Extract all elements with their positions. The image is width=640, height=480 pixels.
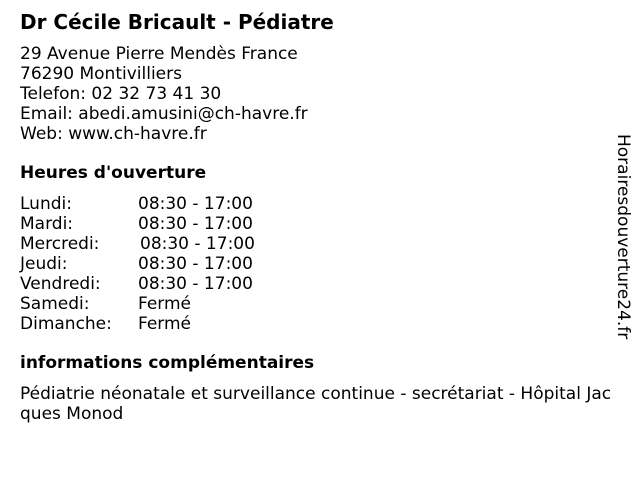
time-value: 08:30 - 17:00 xyxy=(140,234,255,254)
info-text: Pédiatrie néonatale et surveillance continue - secrétariat - Hôpital Jacques Monod xyxy=(20,384,612,424)
day-label: Mardi: xyxy=(20,214,74,234)
hours-row-tuesday xyxy=(20,214,320,234)
contact-block xyxy=(20,44,308,144)
hours-row-wednesday xyxy=(20,234,320,254)
web-text: Web: www.ch-havre.fr xyxy=(20,124,207,144)
hours-row-saturday xyxy=(20,294,320,314)
email-text: Email: abedi.amusini@ch-havre.fr xyxy=(20,104,308,124)
hours-row-sunday xyxy=(20,314,320,334)
day-label: Mercredi: xyxy=(20,234,100,254)
info-heading: informations complémentaires xyxy=(20,353,315,373)
time-value: 08:30 - 17:00 xyxy=(138,254,253,274)
site-name-vertical: Horairesdouverture24.fr xyxy=(613,134,633,340)
time-value: Fermé xyxy=(138,314,192,334)
phone-text: Telefon: 02 32 73 41 30 xyxy=(20,84,222,104)
hours-table xyxy=(20,194,320,334)
page-title: Dr Cécile Bricault - Pédiatre xyxy=(20,10,334,34)
hours-row-thursday xyxy=(20,254,320,274)
time-value: Fermé xyxy=(138,294,192,314)
hours-row-monday xyxy=(20,194,320,214)
day-label: Vendredi: xyxy=(20,274,101,294)
time-value: 08:30 - 17:00 xyxy=(138,214,253,234)
hours-row-friday xyxy=(20,274,320,294)
day-label: Samedi: xyxy=(20,294,90,314)
address-city: 76290 Montivilliers xyxy=(20,64,182,84)
hours-heading: Heures d'ouverture xyxy=(20,163,207,183)
address-street: 29 Avenue Pierre Mendès France xyxy=(20,44,298,64)
time-value: 08:30 - 17:00 xyxy=(138,274,253,294)
day-label: Dimanche: xyxy=(20,314,112,334)
day-label: Lundi: xyxy=(20,194,72,214)
time-value: 08:30 - 17:00 xyxy=(138,194,253,214)
day-label: Jeudi: xyxy=(20,254,68,274)
